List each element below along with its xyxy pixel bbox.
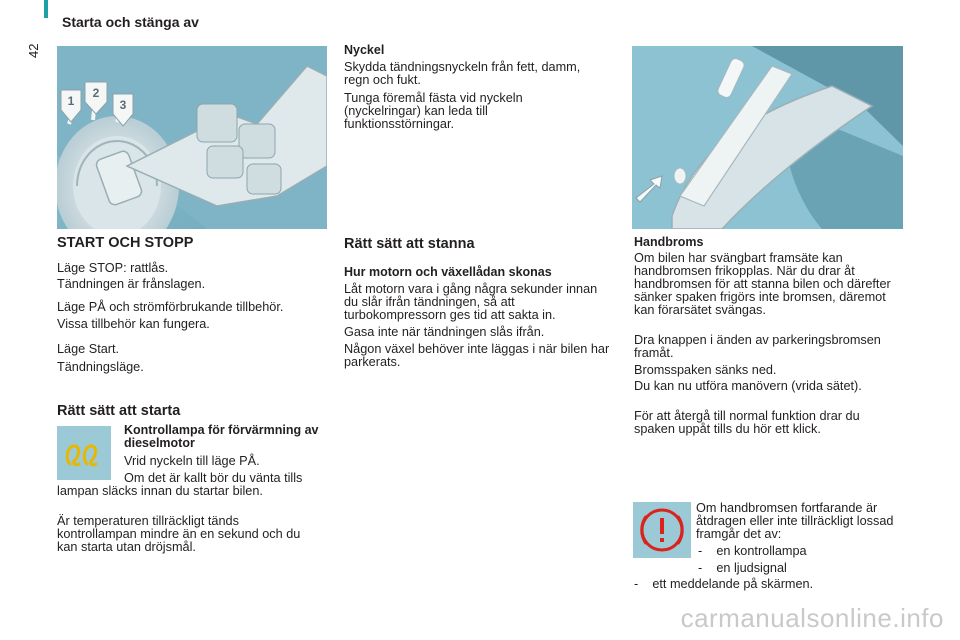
handbroms-button-text: Dra knappen i änden av parkeringsbromsen framåt. [634,333,881,360]
warning-sound-item: - en ljudsignal [698,561,787,575]
ratt-stanna-title: Rätt sätt att stanna [344,236,475,252]
warning-message-item: - ett meddelande på skärmen. [634,577,814,591]
handbrake-illustration [632,46,903,229]
on-position-text: Läge PÅ och strömförbrukande tillbehör. [57,300,284,314]
ignition-off-text: Tändningen är frånslagen. [57,277,206,291]
ignition-key-illustration [57,46,327,229]
cold-wait-text: Om det är kallt bör du vänta tills lampan släcks innan du startar bilen. [57,471,303,498]
handbroms-title: Handbroms [634,235,704,249]
no-throttle-text: Gasa inte när tändningen slås ifrån. [344,325,545,339]
preheat-lamp-title: Kontrollampa för förvärmning av dieselmotor [124,423,319,450]
section-title: Starta och stänga av [62,14,199,30]
warning-icon [633,502,691,558]
start-position-text: Läge Start. [57,342,120,356]
start-stopp-title: START OCH STOPP [57,235,194,251]
warning-intro-text: Om handbromsen fortfarande är åtdragen eller inte tillräckligt lossad framgår det av: [696,501,894,541]
nyckel-title: Nyckel [344,43,385,57]
svg-text:1: 1 [67,94,75,108]
svg-text:2: 2 [92,86,100,100]
ratt-stanna-subtitle: Hur motorn och växellådan skonas [344,265,552,279]
turbo-text: Låt motorn vara i gång några sekunder innan du slår ifrån tändningen, så att turbokompressorn ges tid att sakta in. [344,282,598,322]
handbroms-lower-text: Bromsspaken sänks ned. [634,363,777,377]
ratt-starta-title: Rätt sätt att starta [57,403,181,419]
nyckel-protect-text: Skydda tändningsnyckeln från fett, damm, regn och fukt. [344,60,581,87]
handbroms-maneuver-text: Du kan nu utföra manövern (vrida sätet). [634,379,862,393]
handbroms-swivel-text: Om bilen har svängbart framsäte kan handbromsen frikopplas. När du drar åt handbromsen för att stanna bilen och därefter sänker spaken frigörs inte bromsen, däremot kan förarsätet svängas. [634,251,891,317]
no-gear-text: Någon växel behöver inte läggas i när bilen har parkerats. [344,342,610,369]
stop-position-text: Läge STOP: rattlås. [57,261,169,275]
section-accent-bar [44,0,48,18]
turn-key-text: Vrid nyckeln till läge PÅ. [124,454,260,468]
ignition-position-text: Tändningsläge. [57,360,144,374]
page-number: 42 [26,43,41,58]
accessories-text: Vissa tillbehör kan fungera. [57,317,210,331]
nyckel-heavy-text: Tunga föremål fästa vid nyckeln (nyckelringar) kan leda till funktionsstörningar. [344,91,523,131]
start-stopp-text [57,262,327,374]
warning-lamp-item: - en kontrollampa [698,544,807,558]
svg-text:3: 3 [119,98,127,112]
handbroms-restore-text: För att återgå till normal funktion drar du spaken uppåt tills du hör ett klick. [634,409,860,436]
temperature-text: Är temperaturen tillräckligt tänds kontrollampan mindre än en sekund och du kan starta utan dröjsmål. [57,514,301,554]
watermark: carmanualsonline.info [680,603,944,633]
